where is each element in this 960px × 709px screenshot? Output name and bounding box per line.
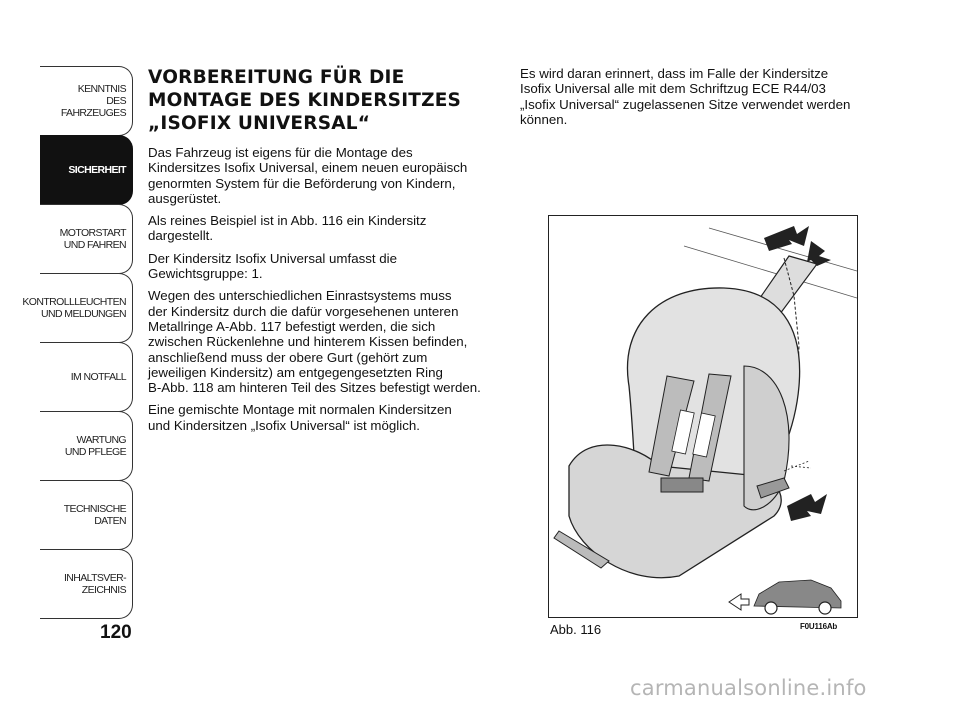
tab-label: MOTORSTART UND FAHREN <box>59 227 126 251</box>
tab-label: WARTUNG UND PFLEGE <box>64 434 126 458</box>
right-column <box>520 66 860 134</box>
figure-code: F0U116Ab <box>800 622 838 631</box>
tab-label: IM NOTFALL <box>70 371 126 383</box>
tab-label: INHALTSVER- ZEICHNIS <box>63 572 126 596</box>
tab-label: TECHNISCHE DATEN <box>63 503 126 527</box>
tab-inhaltsverzeichnis[interactable] <box>40 549 133 619</box>
tab-im-notfall[interactable] <box>40 342 133 412</box>
car-silhouette-icon <box>729 580 841 614</box>
main-column <box>148 66 508 440</box>
figure-caption: Abb. 116 <box>550 622 602 637</box>
paragraph: Wegen des unterschiedlichen Einrastsystems muss der Kindersitz durch die dafür vorgesehenen unteren Metallringe A-Abb. 117 befestigt werden, die sich zwischen Rückenlehne und hinterem Kissen befinden, anschließend muss der obere Gurt (gehört zum jeweiligen Kindersitz) am entgegengesetzten Ring B-Abb. 118 am hinteren Teil des Sitzes befestigt werden. <box>148 288 481 396</box>
tab-kenntnis[interactable] <box>40 66 133 136</box>
tab-motorstart[interactable] <box>40 204 133 274</box>
child-seat-illustration <box>549 216 857 617</box>
paragraph: Als reines Beispiel ist in Abb. 116 ein Kindersitz dargestellt. <box>148 213 427 244</box>
tab-wartung[interactable] <box>40 411 133 481</box>
paragraph: Der Kindersitz Isofix Universal umfasst die Gewichtsgruppe: 1. <box>148 250 398 282</box>
tab-sicherheit[interactable] <box>40 135 133 205</box>
tab-label: SICHERHEIT <box>68 164 126 176</box>
paragraph: Das Fahrzeug ist eigens für die Montage des Kindersitzes Isofix Universal, einem neuen europäisch genormten System für die Beförderung von Kindern, ausgerüstet. <box>148 145 468 206</box>
section-heading: VORBEREITUNG FÜR DIE MONTAGE DES KINDERSITZES „ISOFIX UNIVERSAL“ <box>148 67 462 134</box>
tab-label: KONTROLLLEUCHTEN UND MELDUNGEN <box>22 296 126 320</box>
paragraph: Es wird daran erinnert, dass im Falle der Kindersitze Isofix Universal alle mit dem Schriftzug ECE R44/03 „Isofix Universal“ zugelassenen Sitze verwendet werden können. <box>520 66 851 127</box>
watermark: carmanualsonline.info <box>630 676 867 700</box>
tab-kontrollleuchten[interactable] <box>22 273 133 343</box>
tab-technische-daten[interactable] <box>40 480 133 550</box>
page-number: 120 <box>100 622 132 643</box>
figure-child-seat <box>548 215 858 618</box>
paragraph: Eine gemischte Montage mit normalen Kindersitzen und Kindersitzen „Isofix Universal“ ist möglich. <box>148 402 452 433</box>
tab-label: KENNTNIS DES FAHRZEUGES <box>60 83 126 119</box>
